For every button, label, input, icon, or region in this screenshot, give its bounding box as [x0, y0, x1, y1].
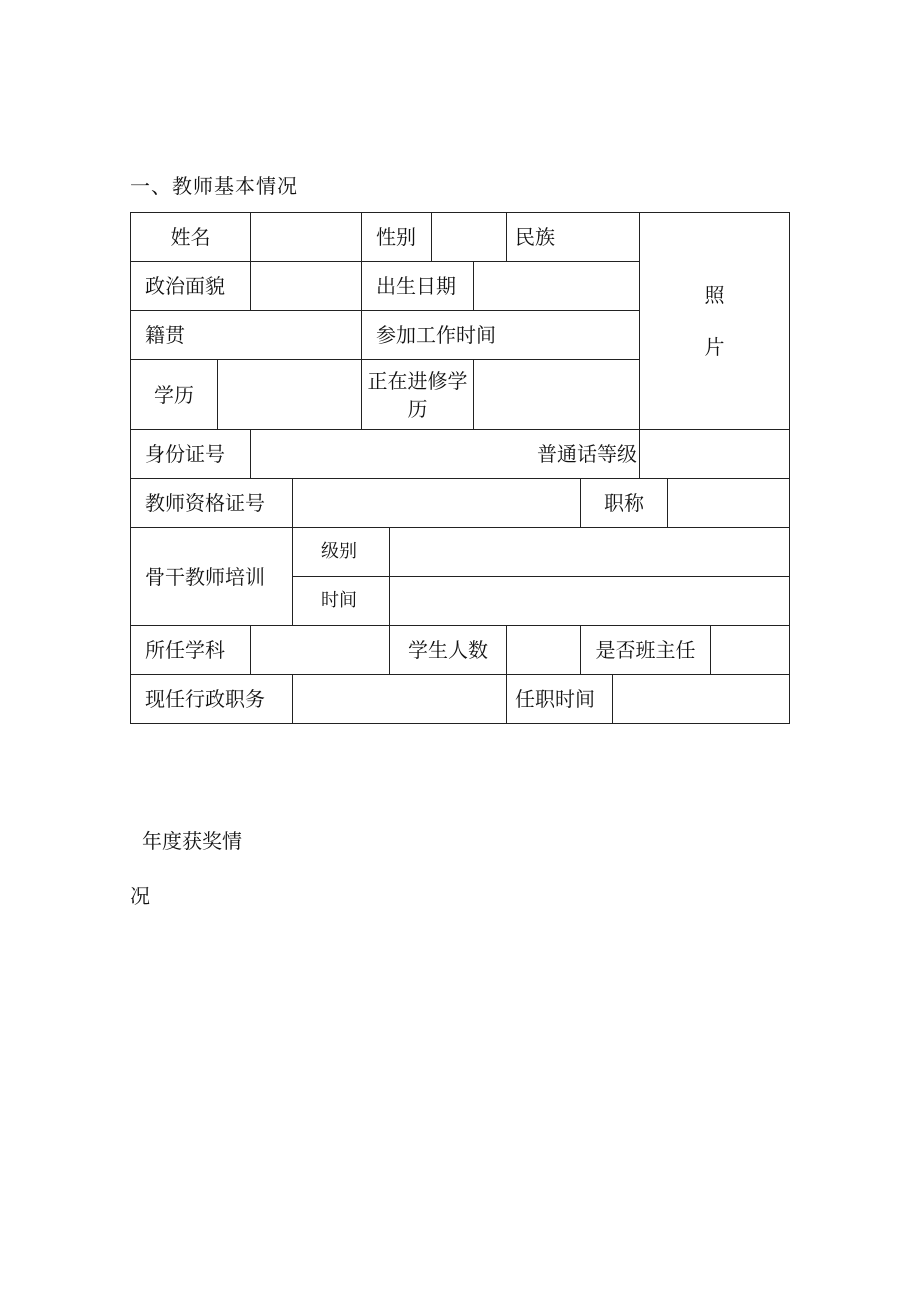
label-mandarin-level: 普通话等级	[250, 429, 640, 479]
photo-label-line1: 照	[704, 283, 725, 307]
label-professional-title: 职称	[580, 478, 668, 528]
input-admin-position[interactable]	[292, 674, 507, 724]
input-appointment-time[interactable]	[612, 674, 790, 724]
label-backbone-training: 骨干教师培训	[130, 527, 293, 626]
label-birth-date: 出生日期	[361, 261, 474, 311]
input-education[interactable]	[217, 359, 362, 430]
input-head-teacher[interactable]	[710, 625, 790, 675]
photo-box[interactable]	[639, 212, 790, 430]
label-training-time: 时间	[292, 576, 390, 626]
awards-heading-line1: 年度获奖情	[142, 829, 242, 853]
input-gender[interactable]	[431, 212, 507, 262]
input-birth-date[interactable]	[473, 261, 640, 311]
input-training-time[interactable]	[389, 576, 790, 626]
label-teacher-cert-no: 教师资格证号	[130, 478, 293, 528]
label-head-teacher: 是否班主任	[580, 625, 711, 675]
input-subject[interactable]	[250, 625, 390, 675]
input-mandarin-level[interactable]	[639, 429, 790, 479]
label-appointment-time: 任职时间	[506, 674, 613, 724]
label-ethnicity: 民族	[506, 212, 640, 262]
label-id-number: 身份证号	[130, 429, 251, 479]
input-teacher-cert-no[interactable]	[292, 478, 581, 528]
label-student-count: 学生人数	[389, 625, 507, 675]
input-student-count[interactable]	[506, 625, 581, 675]
label-gender: 性别	[361, 212, 432, 262]
label-admin-position: 现任行政职务	[130, 674, 293, 724]
photo-label-line2: 片	[704, 335, 725, 359]
input-training-level[interactable]	[389, 527, 790, 577]
input-name[interactable]	[250, 212, 362, 262]
input-current-study[interactable]	[473, 359, 640, 430]
awards-heading-line2: 况	[130, 884, 150, 908]
label-work-start-time: 参加工作时间	[361, 310, 640, 360]
label-political-status: 政治面貌	[130, 261, 251, 311]
label-name: 姓名	[130, 212, 251, 262]
label-subject: 所任学科	[130, 625, 251, 675]
input-political-status[interactable]	[250, 261, 362, 311]
label-current-study: 正在进修学历	[361, 359, 474, 430]
input-professional-title[interactable]	[667, 478, 790, 528]
label-training-level: 级别	[292, 527, 390, 577]
label-native-place: 籍贯	[130, 310, 362, 360]
section-title: 一、教师基本情况	[130, 174, 298, 198]
label-education: 学历	[130, 359, 218, 430]
